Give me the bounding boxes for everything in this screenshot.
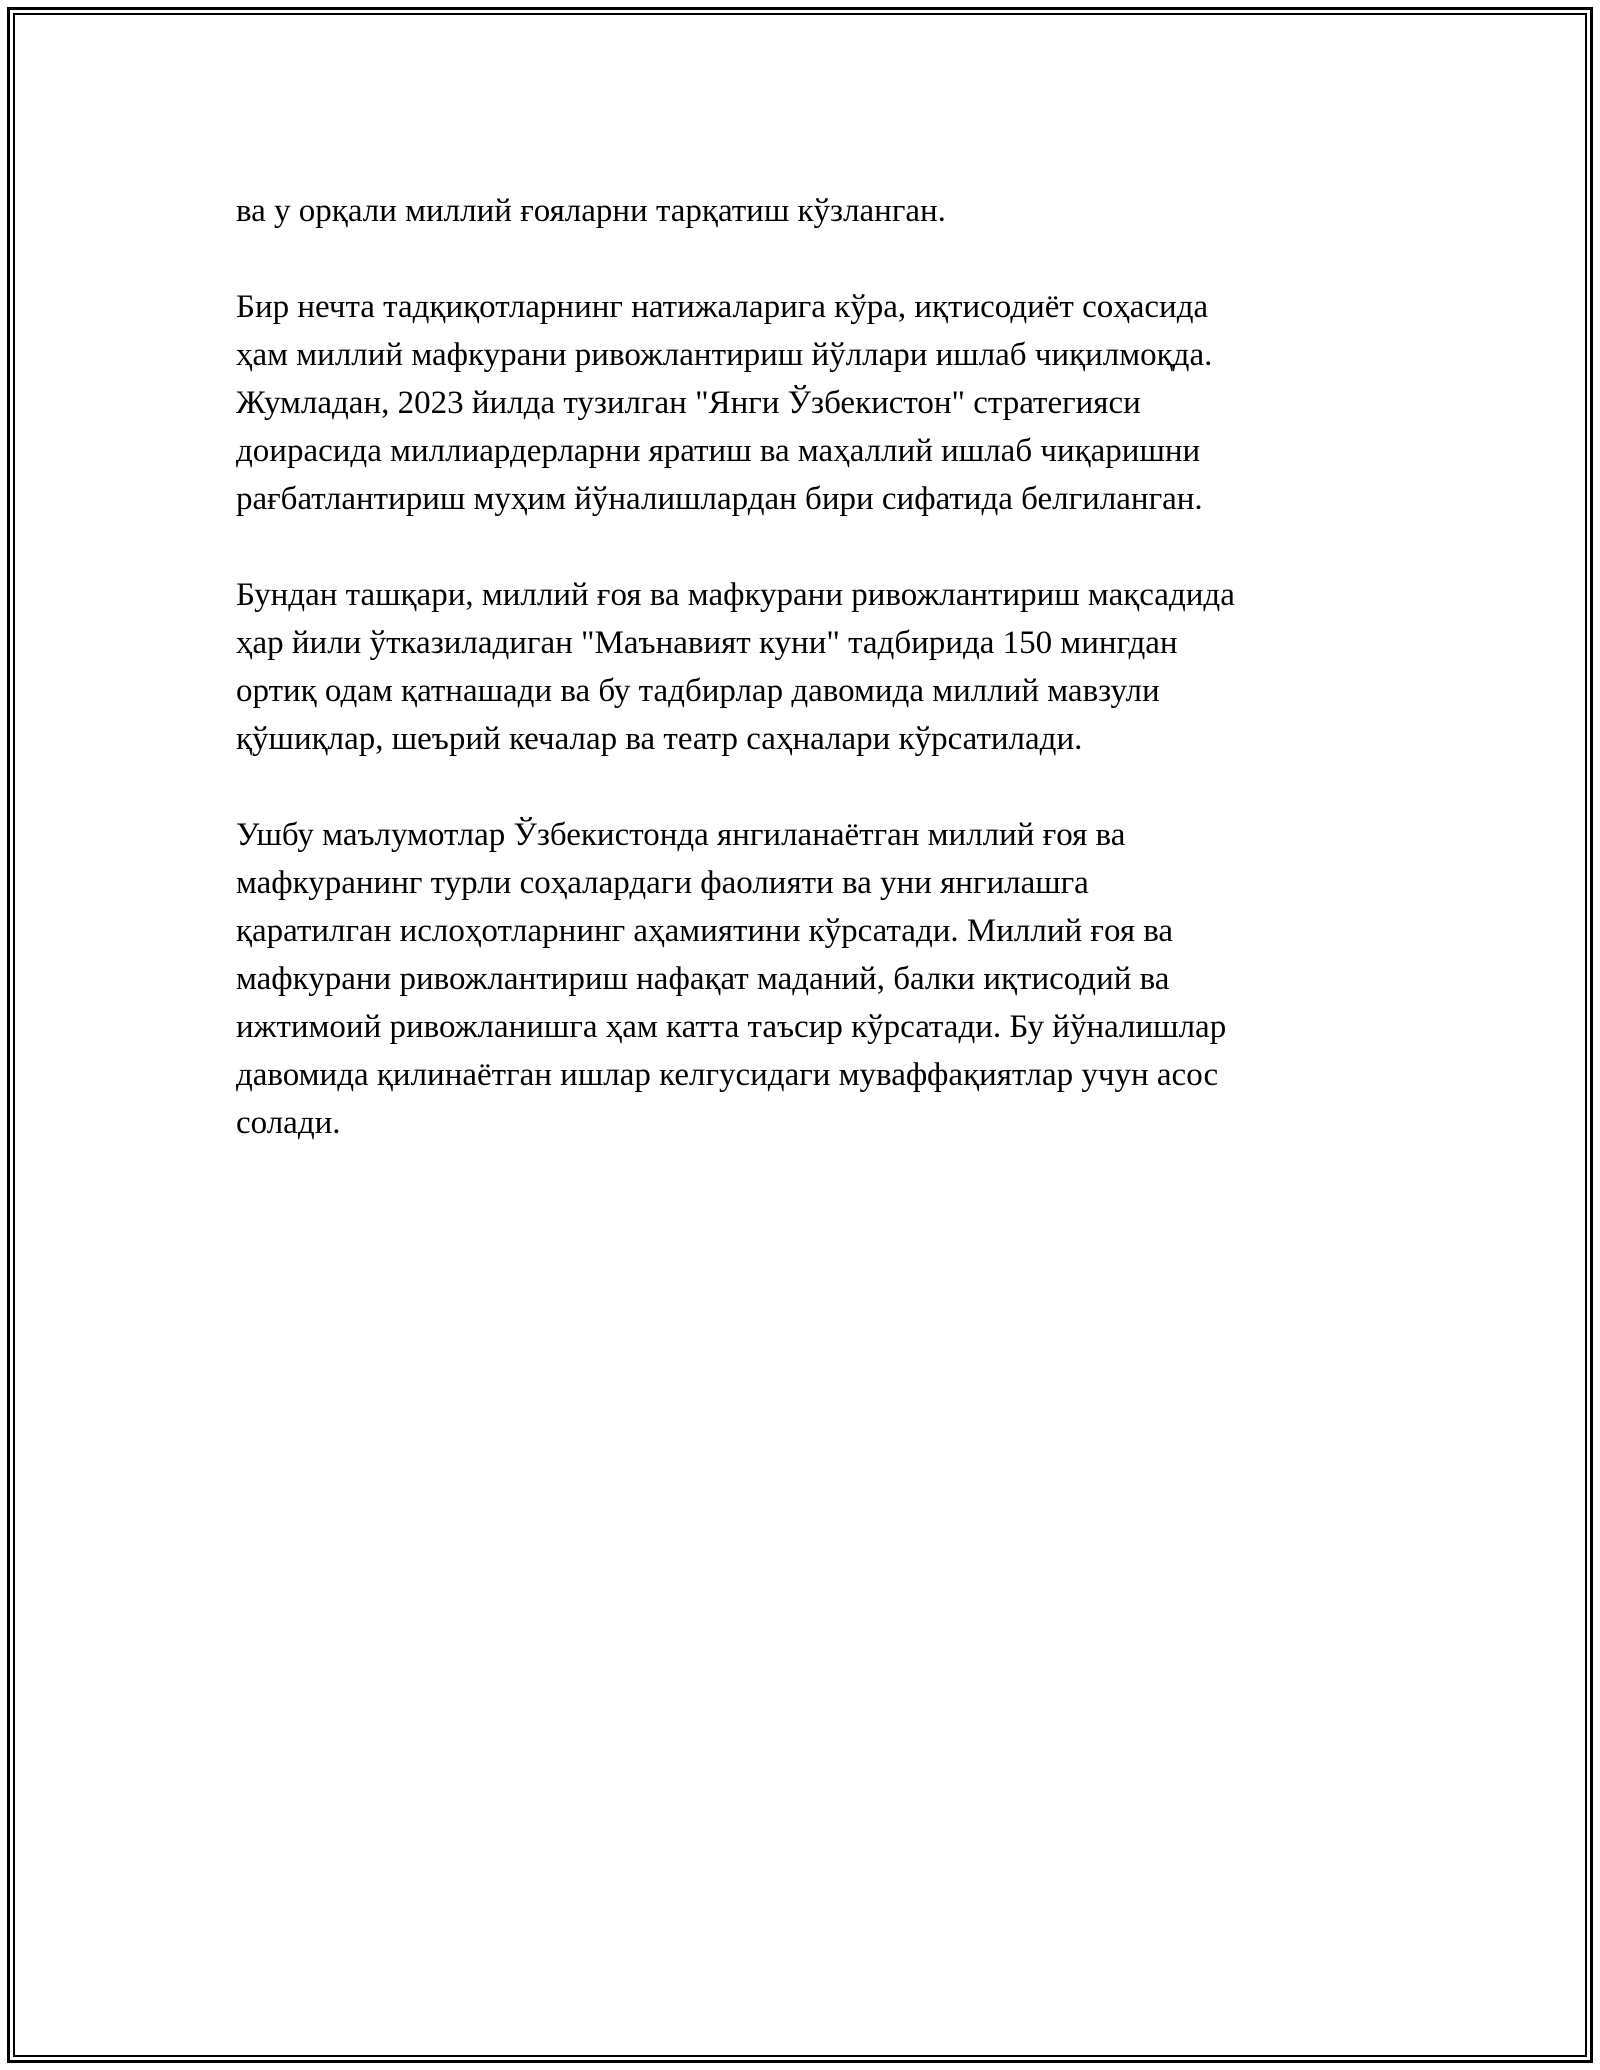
text-line: қўшиқлар, шеърий кечалар ва театр саҳналари кўрсатилади. bbox=[236, 721, 1083, 757]
text-line: рағбатлантириш муҳим йўналишлардан бири сифатида белгиланган. bbox=[236, 481, 1203, 517]
text-line: доирасида миллиардерларни яратиш ва маҳаллий ишлаб чиқаришни bbox=[236, 433, 1201, 469]
text-line: қаратилган ислоҳотларнинг аҳамиятини кўрсатади. Миллий ғоя ва bbox=[236, 913, 1174, 949]
paragraph-3 bbox=[236, 571, 1366, 763]
text-line: Бир нечта тадқиқотларнинг натижаларига кўра, иқтисодиёт соҳасида bbox=[236, 289, 1209, 325]
text-line: Ушбу маълумотлар Ўзбекистонда янгиланаётган миллий ғоя ва bbox=[236, 817, 1126, 853]
text-line: ижтимоий ривожланишга ҳам катта таъсир кўрсатади. Бу йўналишлар bbox=[236, 1009, 1227, 1045]
text-line: мафкуранинг турли соҳалардаги фаолияти ва уни янгилашга bbox=[236, 865, 1089, 901]
text-line: Жумладан, 2023 йилда тузилган "Янги Ўзбекистон" стратегияси bbox=[236, 385, 1141, 421]
paragraph-1 bbox=[236, 187, 1366, 235]
text-line: ҳам миллий мафкурани ривожлантириш йўллари ишлаб чиқилмоқда. bbox=[236, 337, 1213, 373]
paragraph-4 bbox=[236, 811, 1366, 1147]
text-line: ортиқ одам қатнашади ва бу тадбирлар давомида миллий мавзули bbox=[236, 673, 1160, 709]
document-body bbox=[236, 187, 1366, 1195]
text-line: ва у орқали миллий ғояларни тарқатиш кўзланган. bbox=[236, 193, 946, 229]
text-line: солади. bbox=[236, 1105, 341, 1141]
text-line: давомида қилинаётган ишлар келгусидаги муваффақиятлар учун асос bbox=[236, 1057, 1219, 1093]
text-line: мафкурани ривожлантириш нафақат маданий, балки иқтисодий ва bbox=[236, 961, 1170, 997]
text-line: Бундан ташқари, миллий ғоя ва мафкурани ривожлантириш мақсадида bbox=[236, 577, 1235, 613]
text-line: ҳар йили ўтказиладиган "Маънавият куни" тадбирида 150 мингдан bbox=[236, 625, 1178, 661]
paragraph-2 bbox=[236, 283, 1366, 523]
